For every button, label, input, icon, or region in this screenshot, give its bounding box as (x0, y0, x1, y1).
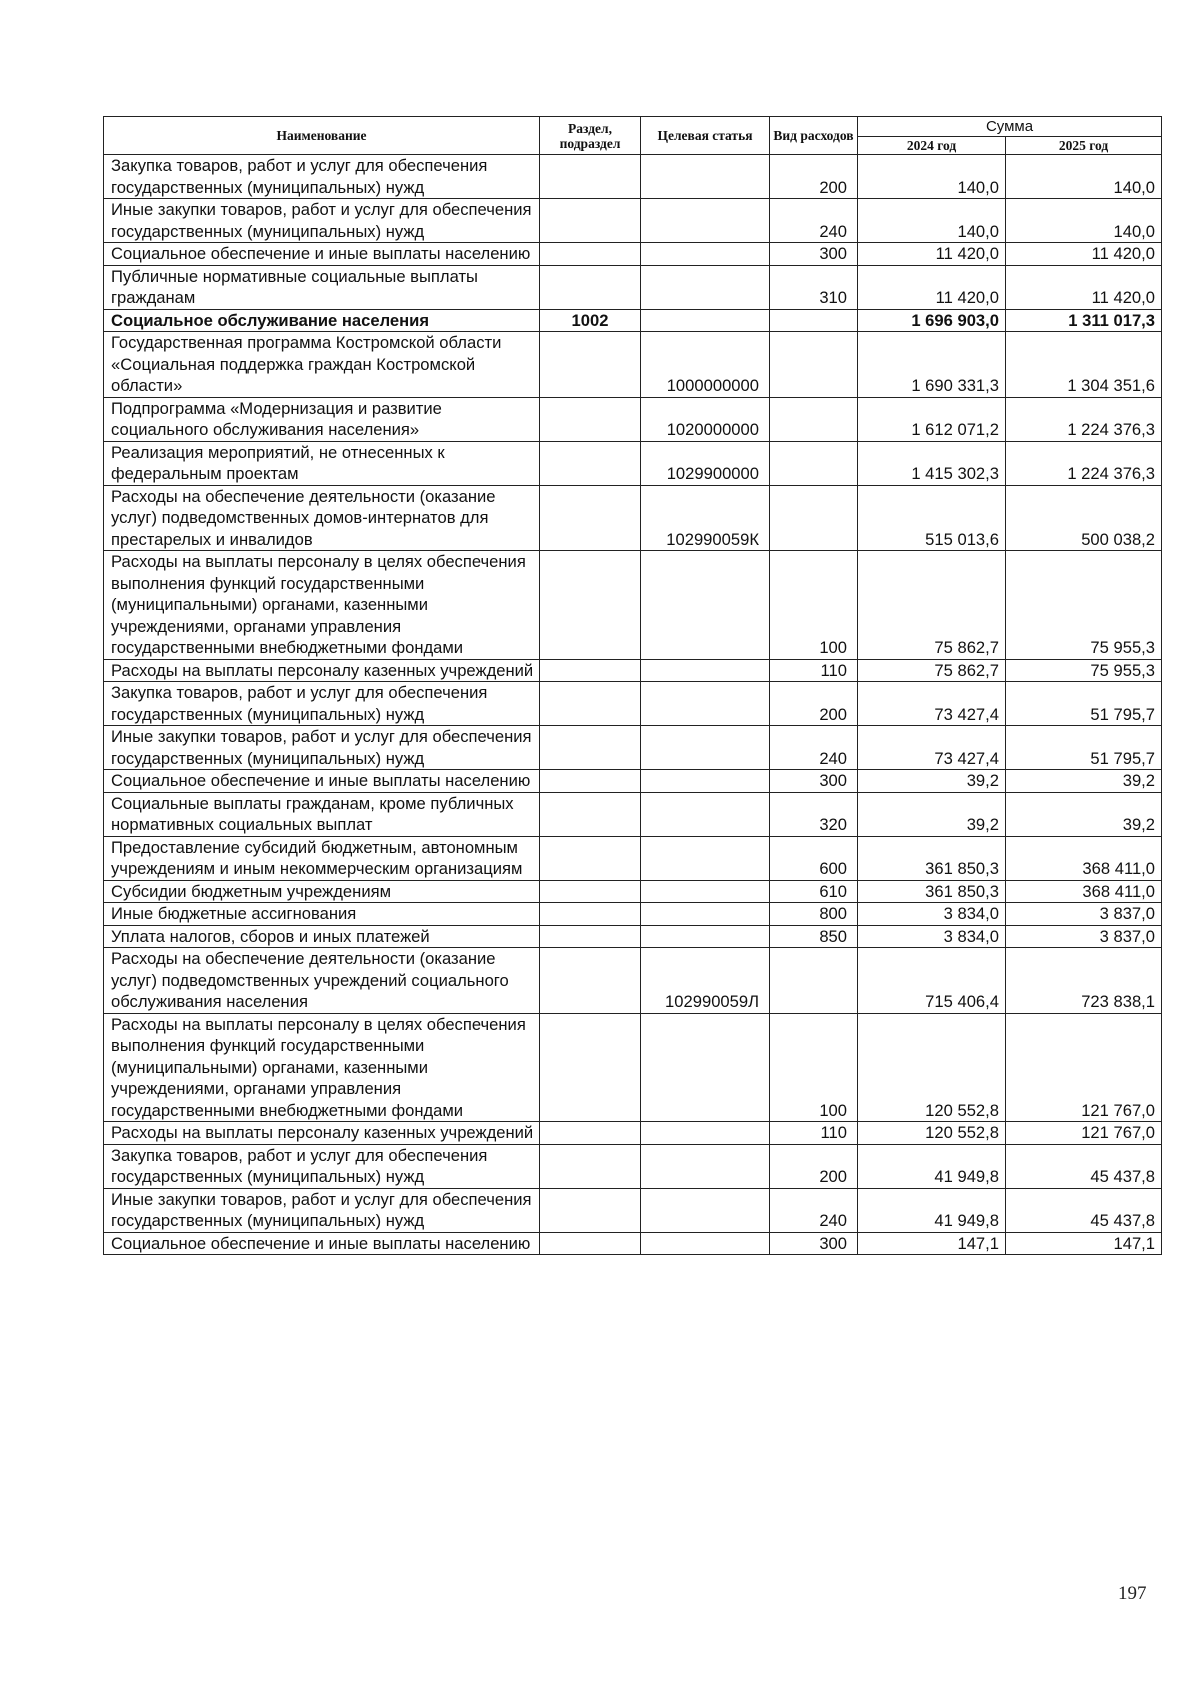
row-amount-2024: 1 415 302,3 (858, 441, 1006, 485)
row-amount-2024: 1 696 903,0 (858, 309, 1006, 332)
row-section (540, 1144, 641, 1188)
row-section (540, 441, 641, 485)
row-name: Расходы на выплаты персоналу в целях обеспечения выполнения функций государственными (муниципальными) органами, казенными учреждениями, органами управления государственными внебюджетными фондами (104, 551, 540, 660)
row-kind: 100 (770, 551, 858, 660)
table-row (104, 397, 1162, 441)
row-kind: 610 (770, 880, 858, 903)
row-amount-2024: 11 420,0 (858, 265, 1006, 309)
row-name: Субсидии бюджетным учреждениям (104, 880, 540, 903)
row-section (540, 1188, 641, 1232)
row-section (540, 948, 641, 1014)
row-target (641, 243, 770, 266)
row-section (540, 332, 641, 398)
row-amount-2024: 1 690 331,3 (858, 332, 1006, 398)
row-target (641, 1122, 770, 1145)
row-section (540, 243, 641, 266)
row-target (641, 836, 770, 880)
row-kind (770, 485, 858, 551)
row-target: 102990059Л (641, 948, 770, 1014)
row-amount-2024: 3 834,0 (858, 903, 1006, 926)
row-kind: 300 (770, 243, 858, 266)
table-row (104, 925, 1162, 948)
row-target (641, 903, 770, 926)
header-kind: Вид расходов (770, 117, 858, 155)
row-amount-2024: 1 612 071,2 (858, 397, 1006, 441)
header-year-2024: 2024 год (858, 137, 1006, 155)
row-kind: 110 (770, 659, 858, 682)
row-kind: 300 (770, 1232, 858, 1255)
row-amount-2025: 1 224 376,3 (1006, 397, 1162, 441)
row-amount-2025: 45 437,8 (1006, 1144, 1162, 1188)
row-target (641, 199, 770, 243)
row-amount-2024: 75 862,7 (858, 551, 1006, 660)
row-section: 1002 (540, 309, 641, 332)
row-name: Социальное обеспечение и иные выплаты населению (104, 1232, 540, 1255)
table-header (104, 117, 1162, 155)
row-kind (770, 397, 858, 441)
row-name: Социальное обслуживание населения (104, 309, 540, 332)
row-name: Расходы на обеспечение деятельности (оказание услуг) подведомственных учреждений социального обслуживания населения (104, 948, 540, 1014)
row-kind: 110 (770, 1122, 858, 1145)
table-row (104, 1013, 1162, 1122)
row-amount-2025: 1 224 376,3 (1006, 441, 1162, 485)
table-row (104, 880, 1162, 903)
row-amount-2025: 3 837,0 (1006, 903, 1162, 926)
row-kind: 200 (770, 1144, 858, 1188)
table-row (104, 836, 1162, 880)
row-amount-2025: 51 795,7 (1006, 726, 1162, 770)
row-target (641, 726, 770, 770)
row-kind (770, 441, 858, 485)
header-target: Целевая статья (641, 117, 770, 155)
row-name: Подпрограмма «Модернизация и развитие социального обслуживания населения» (104, 397, 540, 441)
row-target: 1020000000 (641, 397, 770, 441)
table-row (104, 265, 1162, 309)
table-row (104, 551, 1162, 660)
row-amount-2025: 368 411,0 (1006, 880, 1162, 903)
row-name: Расходы на выплаты персоналу казенных учреждений (104, 659, 540, 682)
row-kind: 850 (770, 925, 858, 948)
row-name: Публичные нормативные социальные выплаты гражданам (104, 265, 540, 309)
row-section (540, 485, 641, 551)
row-amount-2024: 361 850,3 (858, 880, 1006, 903)
table-row (104, 1122, 1162, 1145)
row-name: Предоставление субсидий бюджетным, автономным учреждениям и иным некоммерческим организациям (104, 836, 540, 880)
row-amount-2025: 147,1 (1006, 1232, 1162, 1255)
row-amount-2025: 140,0 (1006, 199, 1162, 243)
row-amount-2025: 723 838,1 (1006, 948, 1162, 1014)
table-row (104, 1232, 1162, 1255)
row-amount-2024: 140,0 (858, 199, 1006, 243)
row-amount-2024: 75 862,7 (858, 659, 1006, 682)
row-section (540, 682, 641, 726)
row-kind (770, 309, 858, 332)
table-row (104, 1188, 1162, 1232)
table-row (104, 441, 1162, 485)
row-name: Социальное обеспечение и иные выплаты населению (104, 770, 540, 793)
row-amount-2024: 41 949,8 (858, 1144, 1006, 1188)
row-kind: 200 (770, 155, 858, 199)
row-target (641, 1013, 770, 1122)
row-section (540, 903, 641, 926)
table-row (104, 243, 1162, 266)
row-section (540, 836, 641, 880)
row-amount-2024: 41 949,8 (858, 1188, 1006, 1232)
row-amount-2024: 120 552,8 (858, 1013, 1006, 1122)
row-kind: 300 (770, 770, 858, 793)
row-target (641, 925, 770, 948)
header-sum: Сумма (858, 117, 1162, 137)
table-row (104, 199, 1162, 243)
row-kind: 310 (770, 265, 858, 309)
row-target (641, 770, 770, 793)
page-number: 197 (1118, 1583, 1147, 1604)
row-amount-2025: 45 437,8 (1006, 1188, 1162, 1232)
row-name: Закупка товаров, работ и услуг для обеспечения государственных (муниципальных) нужд (104, 1144, 540, 1188)
row-name: Иные закупки товаров, работ и услуг для обеспечения государственных (муниципальных) нужд (104, 1188, 540, 1232)
row-amount-2024: 3 834,0 (858, 925, 1006, 948)
row-amount-2024: 140,0 (858, 155, 1006, 199)
row-section (540, 1232, 641, 1255)
row-name: Закупка товаров, работ и услуг для обеспечения государственных (муниципальных) нужд (104, 155, 540, 199)
row-amount-2024: 39,2 (858, 792, 1006, 836)
row-section (540, 792, 641, 836)
row-section (540, 659, 641, 682)
row-name: Иные закупки товаров, работ и услуг для обеспечения государственных (муниципальных) нужд (104, 726, 540, 770)
row-amount-2025: 39,2 (1006, 770, 1162, 793)
table-row (104, 155, 1162, 199)
row-name: Социальное обеспечение и иные выплаты населению (104, 243, 540, 266)
row-name: Расходы на выплаты персоналу казенных учреждений (104, 1122, 540, 1145)
table-row (104, 682, 1162, 726)
row-amount-2025: 75 955,3 (1006, 659, 1162, 682)
row-section (540, 925, 641, 948)
row-target (641, 1232, 770, 1255)
table-body (104, 155, 1162, 1255)
table-row (104, 485, 1162, 551)
row-section (540, 726, 641, 770)
row-kind: 240 (770, 726, 858, 770)
row-kind: 100 (770, 1013, 858, 1122)
table-row (104, 726, 1162, 770)
table-row (104, 770, 1162, 793)
budget-table (103, 116, 1162, 1255)
row-amount-2025: 39,2 (1006, 792, 1162, 836)
row-section (540, 265, 641, 309)
row-kind (770, 332, 858, 398)
row-section (540, 1013, 641, 1122)
row-amount-2025: 11 420,0 (1006, 265, 1162, 309)
header-year-2025: 2025 год (1006, 137, 1162, 155)
row-amount-2025: 3 837,0 (1006, 925, 1162, 948)
row-amount-2024: 73 427,4 (858, 682, 1006, 726)
row-name: Закупка товаров, работ и услуг для обеспечения государственных (муниципальных) нужд (104, 682, 540, 726)
row-target: 102990059К (641, 485, 770, 551)
table-row (104, 332, 1162, 398)
row-amount-2025: 368 411,0 (1006, 836, 1162, 880)
row-amount-2025: 121 767,0 (1006, 1122, 1162, 1145)
row-name: Расходы на выплаты персоналу в целях обеспечения выполнения функций государственными (муниципальными) органами, казенными учреждениями, органами управления государственными внебюджетными фондами (104, 1013, 540, 1122)
row-amount-2025: 121 767,0 (1006, 1013, 1162, 1122)
header-section: Раздел, подраздел (540, 117, 641, 155)
row-target (641, 1144, 770, 1188)
row-amount-2024: 11 420,0 (858, 243, 1006, 266)
row-amount-2025: 1 311 017,3 (1006, 309, 1162, 332)
row-kind: 600 (770, 836, 858, 880)
row-target (641, 155, 770, 199)
row-amount-2024: 361 850,3 (858, 836, 1006, 880)
header-name: Наименование (104, 117, 540, 155)
row-amount-2024: 73 427,4 (858, 726, 1006, 770)
row-target: 1000000000 (641, 332, 770, 398)
table-row (104, 1144, 1162, 1188)
row-name: Уплата налогов, сборов и иных платежей (104, 925, 540, 948)
row-target (641, 551, 770, 660)
row-kind: 800 (770, 903, 858, 926)
row-target (641, 880, 770, 903)
table-row (104, 948, 1162, 1014)
row-amount-2024: 120 552,8 (858, 1122, 1006, 1145)
row-amount-2025: 75 955,3 (1006, 551, 1162, 660)
row-target (641, 682, 770, 726)
row-name: Реализация мероприятий, не отнесенных к федеральным проектам (104, 441, 540, 485)
row-amount-2025: 1 304 351,6 (1006, 332, 1162, 398)
row-amount-2024: 715 406,4 (858, 948, 1006, 1014)
row-target (641, 792, 770, 836)
row-amount-2025: 11 420,0 (1006, 243, 1162, 266)
row-name: Расходы на обеспечение деятельности (оказание услуг) подведомственных домов-интернатов для престарелых и инвалидов (104, 485, 540, 551)
row-name: Государственная программа Костромской области «Социальная поддержка граждан Костромской области» (104, 332, 540, 398)
row-name: Иные бюджетные ассигнования (104, 903, 540, 926)
row-amount-2024: 147,1 (858, 1232, 1006, 1255)
row-section (540, 397, 641, 441)
row-amount-2024: 39,2 (858, 770, 1006, 793)
row-amount-2024: 515 013,6 (858, 485, 1006, 551)
row-amount-2025: 140,0 (1006, 155, 1162, 199)
row-amount-2025: 51 795,7 (1006, 682, 1162, 726)
row-section (540, 155, 641, 199)
table-row (104, 903, 1162, 926)
row-kind (770, 948, 858, 1014)
row-section (540, 770, 641, 793)
row-kind: 320 (770, 792, 858, 836)
table-row (104, 309, 1162, 332)
row-kind: 240 (770, 199, 858, 243)
table-row (104, 659, 1162, 682)
row-amount-2025: 500 038,2 (1006, 485, 1162, 551)
row-target (641, 309, 770, 332)
row-target (641, 265, 770, 309)
row-target (641, 1188, 770, 1232)
row-kind: 240 (770, 1188, 858, 1232)
row-kind: 200 (770, 682, 858, 726)
row-section (540, 199, 641, 243)
row-target: 1029900000 (641, 441, 770, 485)
row-section (540, 1122, 641, 1145)
table-row (104, 792, 1162, 836)
row-name: Иные закупки товаров, работ и услуг для обеспечения государственных (муниципальных) нужд (104, 199, 540, 243)
row-section (540, 880, 641, 903)
row-name: Социальные выплаты гражданам, кроме публичных нормативных социальных выплат (104, 792, 540, 836)
row-section (540, 551, 641, 660)
row-target (641, 659, 770, 682)
